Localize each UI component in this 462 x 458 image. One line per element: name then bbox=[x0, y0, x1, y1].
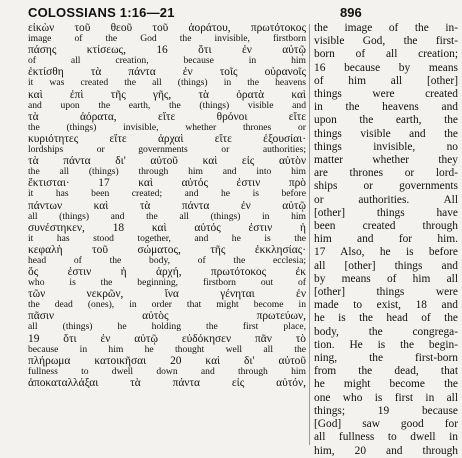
interlinear-line bbox=[28, 288, 306, 310]
greek-text: τῶν νεκρῶν, ἵνα γένηται ἐν bbox=[28, 288, 306, 301]
english-gloss: image of the God the invisible, firstborn bbox=[28, 33, 306, 44]
greek-text: τὰ πάντα δι' αὐτοῦ καὶ εἰς αὐτὸν bbox=[28, 155, 306, 168]
interlinear-line bbox=[28, 133, 306, 155]
interlinear-line bbox=[28, 177, 306, 199]
english-gloss: it was created the all (things) in the heavens bbox=[28, 77, 306, 89]
translation-line: of him all [other] bbox=[314, 74, 458, 87]
page-header bbox=[0, 0, 462, 24]
column-divider bbox=[309, 24, 310, 445]
greek-text: 19 ὅτι ἐν αὐτῷ εὐδόκησεν πᾶν τὸ bbox=[28, 332, 306, 345]
translation-line: by means of him all bbox=[314, 272, 458, 285]
interlinear-column bbox=[28, 22, 306, 399]
english-gloss: all (things) and the all (things) in him bbox=[28, 210, 306, 222]
translation-line: tion. He is the begin- bbox=[314, 338, 458, 351]
translation-line: things were created bbox=[314, 88, 458, 101]
translation-line: [other] things were bbox=[314, 286, 458, 299]
translation-line: or authorities. All bbox=[314, 193, 458, 206]
greek-text: πᾶσιν αὐτὸς πρωτεύων, bbox=[28, 310, 306, 323]
running-head: COLOSSIANS 1:16—21 bbox=[28, 5, 175, 20]
translation-line: born of all creation; bbox=[314, 48, 458, 61]
greek-text: πλήρωμα κατοικῆσαι 20 καὶ δι' αὐτοῦ bbox=[28, 354, 306, 367]
translation-line: he might become the bbox=[314, 378, 458, 391]
greek-text: ἀποκαταλλάξαι τὰ πάντα εἰς αὐτόν, bbox=[28, 377, 306, 389]
interlinear-line bbox=[28, 355, 306, 377]
english-gloss: of all creation, because in him bbox=[28, 55, 306, 67]
translation-line: are thrones or lord- bbox=[314, 167, 458, 180]
translation-line: ships or governments bbox=[314, 180, 458, 193]
page-number: 896 bbox=[340, 5, 362, 20]
greek-text: κεφαλὴ τοῦ σώματος, τῆς ἐκκλησίας· bbox=[28, 243, 306, 256]
greek-text: συνέστηκεν, 18 καὶ αὐτός ἐστιν ἡ bbox=[28, 221, 306, 234]
translation-line: the image of the in- bbox=[314, 22, 458, 34]
interlinear-line bbox=[28, 111, 306, 133]
greek-text: κυριότητες εἴτε ἀρχαὶ εἴτε ἐξουσίαι· bbox=[28, 132, 306, 145]
translation-line: made to exist, 18 and bbox=[314, 299, 458, 312]
interlinear-line bbox=[28, 377, 306, 399]
english-gloss: head of the body, of the ecclesia; bbox=[28, 254, 306, 266]
translation-line: all fullness to dwell in bbox=[314, 431, 458, 444]
english-gloss: all (things) he holding the first place, bbox=[28, 321, 306, 333]
english-gloss: the (things) invisible, whether thrones or bbox=[28, 121, 306, 133]
translation-line: things visible and the bbox=[314, 127, 458, 140]
translation-line: from the dead, that bbox=[314, 365, 458, 378]
translation-line: matter whether they bbox=[314, 154, 458, 167]
interlinear-line bbox=[28, 22, 306, 44]
english-gloss: because in him he thought well all the bbox=[28, 343, 306, 355]
english-gloss: lordships or governments or authorities; bbox=[28, 143, 306, 155]
interlinear-line bbox=[28, 266, 306, 288]
english-gloss: the all (things) through him and into him bbox=[28, 166, 306, 178]
translation-line: things invisible, no bbox=[314, 140, 458, 153]
english-gloss: and upon the earth, the (things) visible and bbox=[28, 99, 306, 111]
translation-line: ning, the first-born bbox=[314, 352, 458, 365]
translation-line: things; 19 because bbox=[314, 404, 458, 417]
translation-line: [God] saw good for bbox=[314, 418, 458, 431]
greek-text: καὶ ἐπὶ τῆς γῆς, τὰ ὁρατὰ καὶ bbox=[28, 88, 306, 101]
english-gloss: who is the beginning, firstborn out of bbox=[28, 277, 306, 289]
interlinear-line bbox=[28, 200, 306, 222]
interlinear-line bbox=[28, 66, 306, 88]
translation-line: visible God, the first- bbox=[314, 35, 458, 48]
interlinear-line bbox=[28, 310, 306, 332]
interlinear-line bbox=[28, 333, 306, 355]
translation-line: all [other] things and bbox=[314, 259, 458, 272]
translation-line: him and for him. bbox=[314, 233, 458, 246]
interlinear-line bbox=[28, 244, 306, 266]
greek-text: ἔκτισται· 17 καὶ αὐτός ἐστιν πρὸ bbox=[28, 177, 306, 190]
english-gloss: the dead (ones), in order that might become in bbox=[28, 299, 306, 311]
interlinear-line bbox=[28, 222, 306, 244]
translation-line: [other] things have bbox=[314, 206, 458, 219]
interlinear-line bbox=[28, 155, 306, 177]
translation-line: body, the congrega- bbox=[314, 325, 458, 338]
translation-line: one who is first in all bbox=[314, 391, 458, 404]
english-gloss: it has stood together, and he is the bbox=[28, 232, 306, 244]
greek-text: εἰκὼν τοῦ θεοῦ τοῦ ἀοράτου, πρωτότοκος bbox=[28, 22, 306, 34]
translation-line: he is the head of the bbox=[314, 312, 458, 325]
greek-text: ἐκτίσθη τὰ πάντα ἐν τοῖς οὐρανοῖς bbox=[28, 66, 306, 79]
greek-text: τὰ ἀόρατα, εἴτε θρόνοι εἴτε bbox=[28, 110, 306, 123]
translation-column bbox=[314, 22, 458, 458]
interlinear-line bbox=[28, 89, 306, 111]
translation-line: upon the earth, the bbox=[314, 114, 458, 127]
translation-line: 17 Also, he is before bbox=[314, 246, 458, 259]
greek-text: πάσης κτίσεως, 16 ὅτι ἐν αὐτῷ bbox=[28, 44, 306, 57]
interlinear-line bbox=[28, 44, 306, 66]
greek-text: ὅς ἐστιν ἡ ἀρχή, πρωτότοκος ἐκ bbox=[28, 266, 306, 279]
greek-text: πάντων καὶ τὰ πάντα ἐν αὐτῷ bbox=[28, 199, 306, 212]
translation-line: 16 because by means bbox=[314, 61, 458, 74]
translation-line: in the heavens and bbox=[314, 101, 458, 114]
translation-line: him, 20 and through bbox=[314, 444, 458, 457]
translation-line: been created through bbox=[314, 220, 458, 233]
english-gloss: it has been created; and he is before bbox=[28, 188, 306, 200]
english-gloss: fullness to dwell down and through him bbox=[28, 365, 306, 377]
